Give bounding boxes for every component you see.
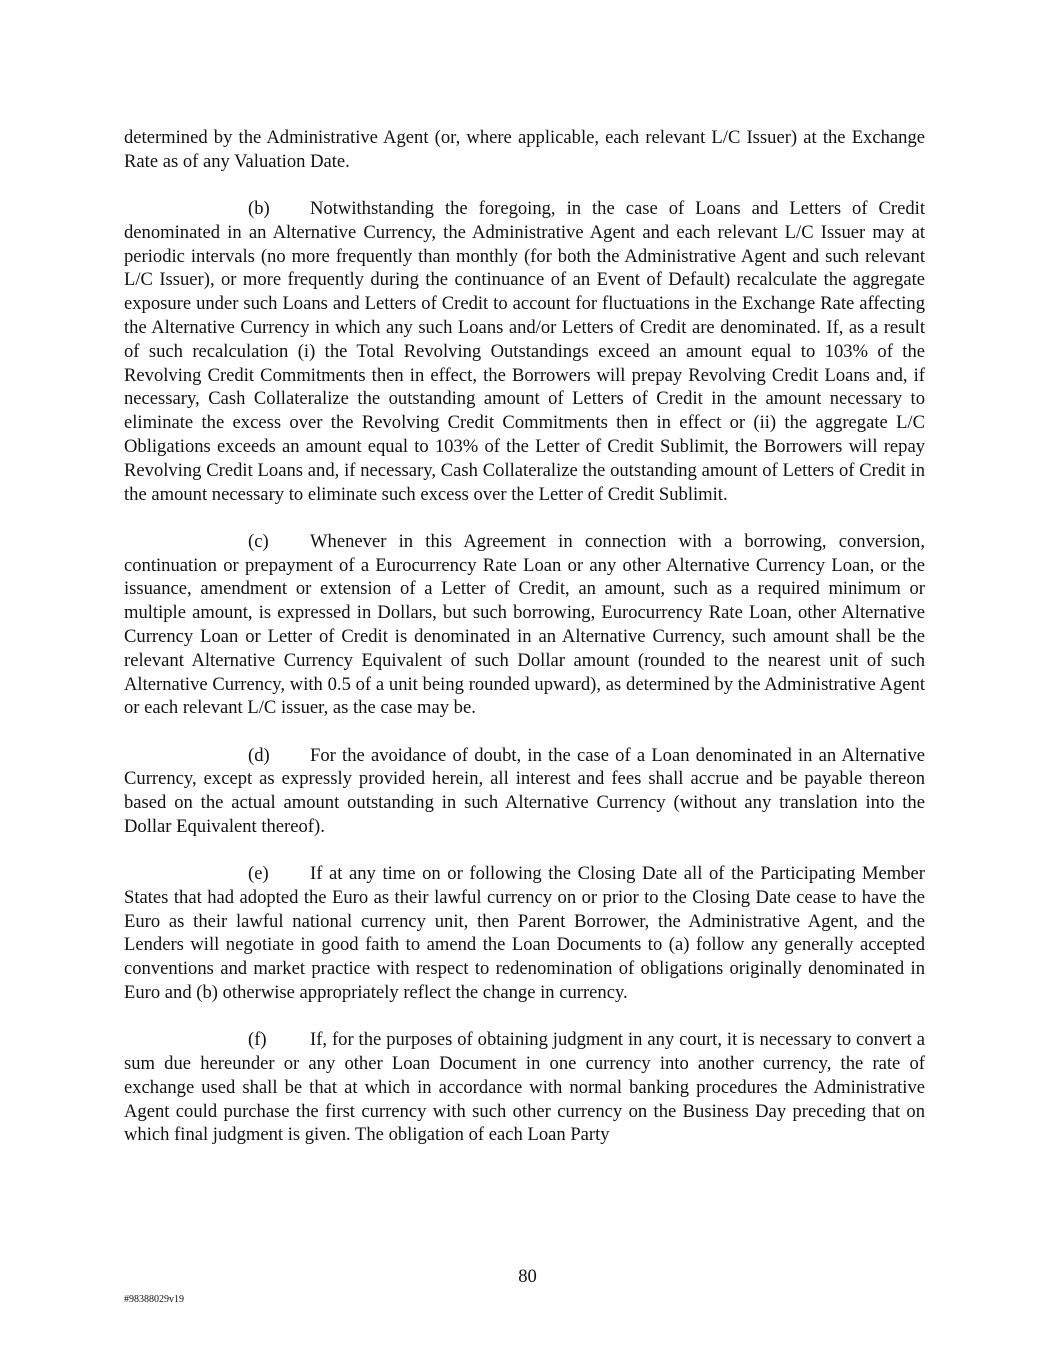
paragraph-text: Notwithstanding the foregoing, in the case of Loans and Letters of Credit denominated in an Alternative Currency, the Administrative Agent and each relevant L/C Issuer may at periodic intervals (no more frequently than monthly (for both the Administrative Agent and such relevant L/C Issuer), or more frequently during the continuance of an Event of Default) recalculate the aggregate exposure under such Loans and Letters of Credit to account for fluctuations in the Exchange Rate affecting the Alternative Currency in which any such Loans and/or Letters of Credit are denominated. If, as a result of such recalculation (i) the Total Revolving Outstandings exceed an amount equal to 103% of the Revolving Credit Commitments then in effect, the Borrowers will prepay Revolving Credit Loans and, if necessary, Cash Collateralize the outstanding amount of Letters of Credit in the amount necessary to eliminate the excess over the Revolving Credit Commitments then in effect or (ii) the aggregate L/C Obligations exceeds an amount equal to 103% of the Letter of Credit Sublimit, the Borrowers will repay Revolving Credit Loans and, if necessary, Cash Collateralize the outstanding amount of Letters of Credit in the amount necessary to eliminate such excess over the Letter of Credit Sublimit. — [124, 197, 925, 505]
paragraph-label: (d) — [248, 744, 270, 766]
paragraph-f — [124, 1028, 925, 1147]
paragraph-c — [124, 530, 925, 720]
document-body — [124, 126, 925, 1147]
paragraph-b — [124, 197, 925, 506]
paragraph-label: (c) — [248, 530, 269, 552]
paragraph-d — [124, 744, 925, 839]
paragraph-label: (b) — [248, 197, 270, 219]
paragraph-e — [124, 862, 925, 1005]
paragraph-text: determined by the Administrative Agent (or, where applicable, each relevant L/C Issuer) at the Exchange Rate as of any Valuation Date. — [124, 127, 925, 172]
paragraph-text: For the avoidance of doubt, in the case of a Loan denominated in an Alternative Currency, except as expressly provided herein, all interest and fees shall accrue and be payable thereon based on the actual amount outstanding in such Alternative Currency (without any translation into the Dollar Equivalent thereof). — [124, 744, 925, 837]
paragraph-continued — [124, 126, 925, 174]
paragraph-text: If, for the purposes of obtaining judgment in any court, it is necessary to convert a sum due hereunder or any other Loan Document in one currency into another currency, the rate of exchange used shall be that at which in accordance with normal banking procedures the Administrative Agent could purchase the first currency with such other currency on the Business Day preceding that on which final judgment is given. The obligation of each Loan Party — [124, 1029, 925, 1146]
document-id: #98388029v19 — [124, 1294, 184, 1305]
paragraph-label: (f) — [248, 1029, 267, 1051]
page-number: 80 — [518, 1266, 537, 1287]
paragraph-label: (e) — [248, 863, 269, 885]
paragraph-text: If at any time on or following the Closing Date all of the Participating Member States that had adopted the Euro as their lawful currency on or prior to the Closing Date cease to have the Euro as their lawful national currency unit, then Parent Borrower, the Administrative Agent, and the Lenders will negotiate in good faith to amend the Loan Documents to (a) follow any generally accepted conventions and market practice with respect to redenomination of obligations originally denominated in Euro and (b) otherwise appropriately reflect the change in currency. — [124, 863, 925, 1004]
paragraph-text: Whenever in this Agreement in connection with a borrowing, conversion, continuation or prepayment of a Eurocurrency Rate Loan or any other Alternative Currency Loan, or the issuance, amendment or extension of a Letter of Credit, an amount, such as a required minimum or multiple amount, is expressed in Dollars, but such borrowing, Eurocurrency Rate Loan, other Alternative Currency Loan or Letter of Credit is denominated in an Alternative Currency, such amount shall be the relevant Alternative Currency Equivalent of such Dollar amount (rounded to the nearest unit of such Alternative Currency, with 0.5 of a unit being rounded upward), as determined by the Administrative Agent or each relevant L/C issuer, as the case may be. — [124, 530, 925, 719]
